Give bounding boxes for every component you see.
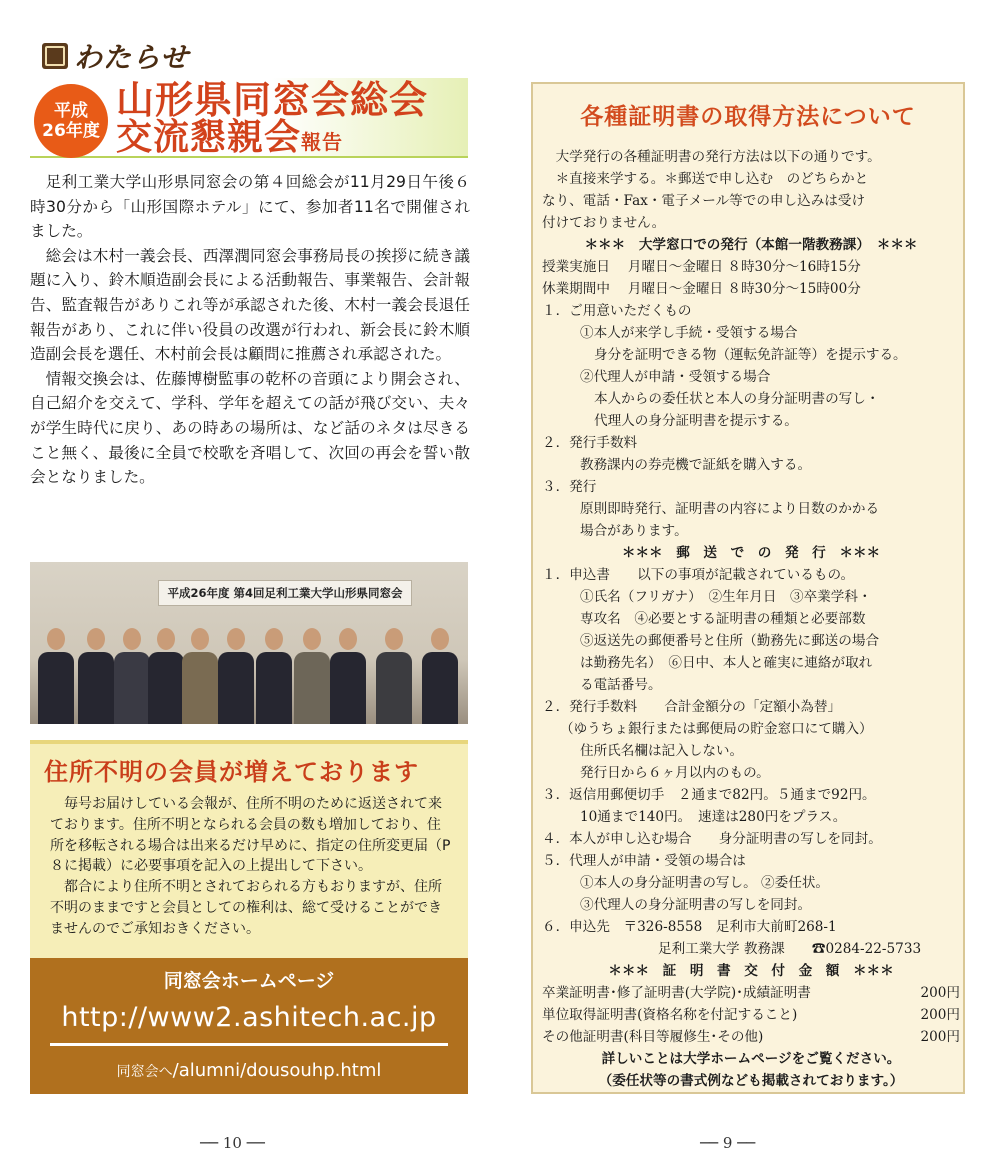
photo-person xyxy=(376,628,412,724)
info-detail: は勤務先名） ⑥日中、本人と確実に連絡が取れ xyxy=(580,655,873,671)
info-detail: 場合があります。 xyxy=(580,523,688,539)
info-detail: 身分を証明できる物（運転免許証等）を提示する。 xyxy=(594,347,907,363)
info-detail: 発行日から６ヶ月以内のもの。 xyxy=(580,765,770,781)
info-line-hours: 授業実施日 月曜日～金曜日 ８時30分～16時15分 xyxy=(542,259,861,275)
photo-person xyxy=(294,628,330,724)
year-badge-line2: 26年度 xyxy=(42,121,100,141)
info-item: ５．代理人が申請・受領の場合は xyxy=(542,853,746,869)
fee-item: 卒業証明書･修了証明書(大学院)･成績証明書 xyxy=(542,985,811,1001)
fee-item: その他証明書(科目等履修生･その他) xyxy=(542,1029,764,1045)
fee-price: 200円 xyxy=(920,985,960,1001)
article-paragraph-2: 総会は木村一義会長、西澤潤同窓会事務局長の挨拶に続き議題に入り、鈴木順造副会長による活動報告、事業報告、会計報告、監査報告がありこれ等が承認された後、木村一義会長退任報告があり、これに伴い役員の改選が行われ、新会長に鈴木順造副会長を選任、木村前会長は顧問に推薦され承認された。 xyxy=(30,246,470,364)
homepage-path: /alumni/dousouhp.html xyxy=(172,1060,382,1081)
info-detail: 専攻名 ④必要とする証明書の種類と必要部数 xyxy=(580,611,866,627)
article-title-main: 交流懇親会 xyxy=(116,117,302,158)
info-line-hours: 休業期間中 月曜日～金曜日 ８時30分～15時00分 xyxy=(542,281,861,297)
photo-banner: 平成26年度 第4回足利工業大学山形県同窓会 xyxy=(158,580,412,606)
fee-item: 単位取得証明書(資格名称を付記すること) xyxy=(542,1007,798,1023)
group-photo xyxy=(30,562,468,724)
info-detail: 教務課内の券売機で証紙を購入する。 xyxy=(580,457,812,473)
fee-price: 200円 xyxy=(920,1029,960,1045)
certificate-info-title: 各種証明書の取得方法について xyxy=(580,104,916,130)
info-line: 付けておりません。 xyxy=(542,215,666,231)
photo-person xyxy=(182,628,218,724)
fee-row xyxy=(542,982,960,1004)
address-notice-title: 住所不明の会員が増えております xyxy=(44,758,419,786)
info-item-address: ６．申込先 〒326-8558 足利市大前町268-1 xyxy=(542,919,837,935)
info-detail: 原則即時発行、証明書の内容により日数のかかる xyxy=(580,501,880,517)
info-item: ４．本人が申し込む場合 身分証明書の写しを同封。 xyxy=(542,831,882,847)
photo-person xyxy=(256,628,292,724)
info-subitem: ②代理人が申請・受領する場合 xyxy=(580,369,771,385)
info-detail: 住所氏名欄は記入しない。 xyxy=(580,743,744,759)
article-title-suffix: 報告 xyxy=(301,130,344,154)
photo-person xyxy=(330,628,366,724)
info-detail: （ゆうちょ銀行または郵便局の貯金窓口にて購入） xyxy=(560,721,873,737)
photo-person xyxy=(38,628,74,724)
notice-paragraph-1: 毎号お届けしている会報が、住所不明のために返送されて来ております。住所不明となられる会員の数も増加しており、住所を移転される場合は出来るだけ早めに、指定の住所変更届（P８に掲載）に必要事項を記入の上提出して下さい。 xyxy=(50,796,451,875)
homepage-title: 同窓会ホームページ xyxy=(163,970,335,992)
info-line: ＊直接来学する。＊郵送で申し込む のどちらかと xyxy=(542,171,869,187)
page-number-right: ── 9 ── xyxy=(700,1134,756,1152)
info-detail: ⑤返送先の郵便番号と住所（勤務先に郵送の場合 xyxy=(580,633,880,649)
article-title-line2 xyxy=(116,118,343,162)
fee-row xyxy=(542,1026,960,1048)
info-detail-contact: 足利工業大学 教務課 ☎0284-22-5733 xyxy=(658,941,922,957)
info-detail: ③代理人の身分証明書の写しを同封。 xyxy=(580,897,812,913)
info-item: ２．発行手数料 xyxy=(542,435,638,451)
notice-paragraph-2: 都合により住所不明とされておられる方もおりますが、住所不明のままですと会員としての権利は、総て受けることができませんのでご承知おきください。 xyxy=(50,879,442,937)
photo-person xyxy=(218,628,254,724)
info-item: ２．発行手数料 合計金額分の「定額小為替」 xyxy=(542,699,842,715)
certificate-info-body xyxy=(542,146,960,1092)
info-item: １．ご用意いただくもの xyxy=(542,303,692,319)
year-badge-line1: 平成 xyxy=(54,101,88,121)
section-heading-counter: ＊＊＊ 大学窓口での発行（本館一階教務課） ＊＊＊ xyxy=(584,237,918,253)
homepage-path-link[interactable] xyxy=(30,1060,468,1081)
closing-note: 詳しいことは大学ホームページをご覧ください。 xyxy=(601,1051,901,1067)
photo-person xyxy=(114,628,150,724)
fee-price: 200円 xyxy=(920,1007,960,1023)
newsletter-logo xyxy=(42,38,189,74)
address-notice-body xyxy=(50,794,454,940)
article-paragraph-3: 情報交換会は、佐藤博樹監事の乾杯の音頭により開会され、自己紹介を交えて、学科、学年を超えての話が飛び交い、夫々が学生時代に戻り、あの時あの場所は、など話のネタは尽きること無く、最後に全員で校歌を斉唱して、次回の再会を誓い散会となりました。 xyxy=(30,369,470,487)
logo-emblem-icon xyxy=(42,43,68,69)
logo-text: わたらせ xyxy=(74,41,190,74)
info-detail: る電話番号。 xyxy=(580,677,662,693)
section-heading-mail: ＊＊＊ 郵 送 で の 発 行 ＊＊＊ xyxy=(621,545,881,561)
info-subitem: ①本人が来学し手続・受領する場合 xyxy=(580,325,798,341)
article-body xyxy=(30,170,470,490)
info-detail: ①本人の身分証明書の写し。 ②委任状。 xyxy=(580,875,830,891)
info-line: なり、電話・Fax・電子メール等での申し込みは受け xyxy=(542,193,866,209)
info-detail: 代理人の身分証明書を提示する。 xyxy=(594,413,798,429)
info-detail: ①氏名（フリガナ） ②生年月日 ③卒業学科・ xyxy=(580,589,872,605)
page-number-left: ── 10 ── xyxy=(200,1134,265,1152)
photo-person xyxy=(148,628,184,724)
section-heading-fees: ＊＊＊ 証 明 書 交 付 金 額 ＊＊＊ xyxy=(608,963,894,979)
info-item: ３．返信用郵便切手 ２通まで82円。５通まで92円。 xyxy=(542,787,876,803)
closing-note: （委任状等の書式例なども掲載されております。） xyxy=(598,1073,904,1089)
info-item: １．申込書 以下の事項が記載されているもの。 xyxy=(542,567,855,583)
info-item: ３．発行 xyxy=(542,479,597,495)
info-line: 大学発行の各種証明書の発行方法は以下の通りです。 xyxy=(542,149,881,165)
homepage-divider xyxy=(50,1043,448,1046)
photo-person xyxy=(422,628,458,724)
info-detail: 本人からの委任状と本人の身分証明書の写し・ xyxy=(594,391,880,407)
homepage-url-link[interactable]: http://www2.ashitech.ac.jp xyxy=(61,1002,437,1033)
photo-person xyxy=(78,628,114,724)
article-title-line1: 山形県同窓会総会 xyxy=(116,78,429,122)
info-detail: 10通まで140円。 速達は280円をプラス。 xyxy=(580,809,847,825)
article-paragraph-1: 足利工業大学山形県同窓会の第４回総会が11月29日午後６時30分から「山形国際ホテル」にて、参加者11名で開催されました。 xyxy=(30,173,470,241)
year-badge xyxy=(34,84,108,158)
homepage-path-prefix: 同窓会へ xyxy=(116,1064,173,1080)
fee-row xyxy=(542,1004,960,1026)
